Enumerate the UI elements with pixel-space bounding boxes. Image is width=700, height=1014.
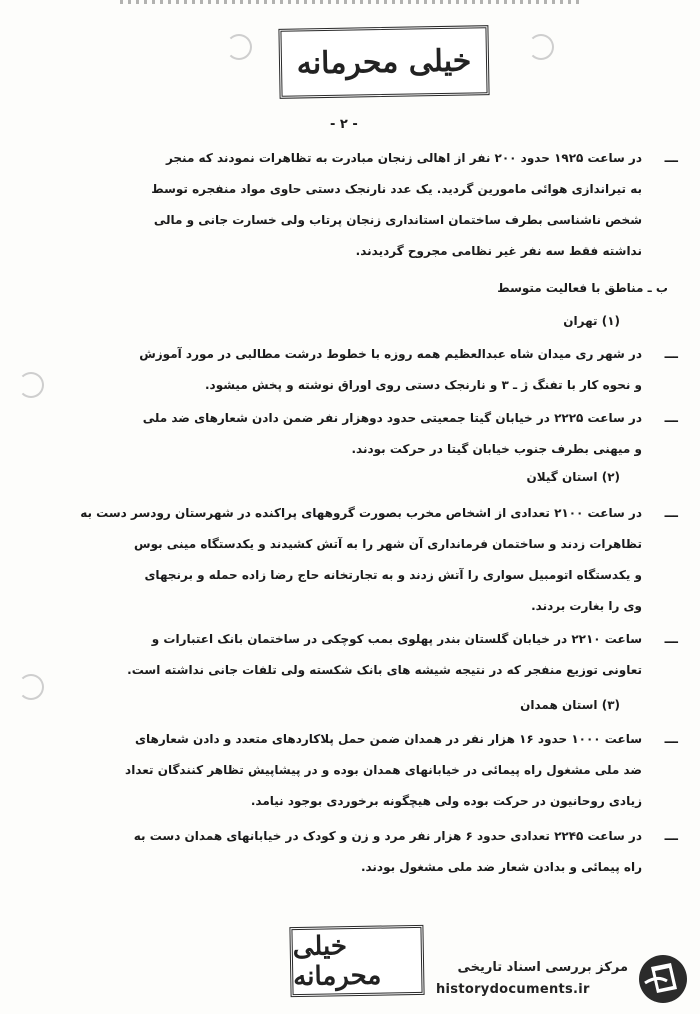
text-line: ساعت ۱۰۰۰ حدود ۱۶ هزار نفر در همدان ضمن حمل پلاکاردهای متعدد و دادن شعارهای [135, 732, 642, 746]
list-dash: ـــ [664, 411, 678, 426]
punch-hole-mark [18, 372, 44, 398]
list-dash: ـــ [664, 506, 678, 521]
paragraph-zanjan [67, 143, 678, 267]
paragraph-hamadan-2 [67, 821, 678, 883]
text-line: در شهر ری میدان شاه عبدالعظیم همه روزه با خطوط درشت مطالبی در مورد آموزش [139, 347, 642, 361]
text-line: و نحوه کار با تفنگ ژ ـ ۳ و نارنجک دستی روی اوراق نوشته و پخش میشود. [204, 378, 642, 392]
section-b-heading: ب ـ مناطق با فعالیت متوسط [497, 281, 668, 295]
text-line: ساعت ۲۲۱۰ در خیابان گلستان بندر پهلوی بمب کوچکی در ساختمان بانک اعتبارات و [151, 632, 642, 646]
subsection-gilan-heading: (۲) استان گیلان [526, 470, 620, 484]
text-line: در ساعت ۲۲۲۵ در خیابان گیتا جمعیتی حدود دوهزار نفر ضمن دادن شعارهای ضد ملی [142, 411, 642, 425]
text-line: راه پیمائی و بدادن شعار ضد ملی مشغول بودند. [360, 860, 642, 874]
list-dash: ـــ [664, 829, 678, 844]
text-line: شخص ناشناسی بطرف ساختمان استانداری زنجان پرتاب ولی خسارت جانی و مالی [153, 213, 642, 227]
paragraph-hamadan-1 [67, 724, 678, 817]
page-number: - ۲ - [330, 117, 358, 132]
text-line: به تیراندازی هوائی مامورین گردید. یک عدد نارنجک دستی حاوی مواد منفجره توسط [151, 182, 642, 196]
text-line: در ساعت ۲۲۴۵ تعدادی حدود ۶ هزار نفر مرد و زن و کودک در خیابانهای همدان دست به [133, 829, 642, 843]
text-line: وی را بغارت بردند. [531, 599, 642, 613]
watermark-url: historydocuments.ir [436, 982, 590, 997]
text-line: در ساعت ۲۱۰۰ تعدادی از اشخاص مخرب بصورت گروههای پراکنده در شهرستان رودسر دست به [80, 506, 642, 520]
text-line: ضد ملی مشغول راه پیمائی در خیابانهای همدان بوده و در پیشاپیش تظاهر کنندگان تعداد [125, 763, 642, 777]
paragraph-gilan-1 [67, 498, 678, 622]
paragraph-tehran-2 [67, 403, 678, 465]
watermark-org-name: مرکز بررسی اسناد تاریخی [457, 960, 628, 975]
archive-logo-icon [637, 953, 689, 1005]
list-dash: ـــ [664, 151, 678, 166]
punch-hole-mark [226, 34, 252, 60]
text-line: نداشته فقط سه نفر غیر نظامی مجروح گردیدند. [355, 244, 642, 258]
classification-stamp-bottom: خیلی محرمانه [289, 925, 424, 997]
list-dash: ـــ [664, 632, 678, 647]
text-line: زیادی روحانیون در حرکت بوده ولی هیچگونه برخوردی بوجود نیامد. [250, 794, 642, 808]
text-line: تعاونی توزیع منفجر که در نتیجه شیشه های بانک شکسته ولی تلفات جانی نداشته است. [127, 663, 642, 677]
top-edge-line [120, 0, 580, 4]
punch-hole-mark [18, 674, 44, 700]
text-line: تظاهرات زدند و ساختمان فرمانداری آن شهر را به آتش کشیدند و یکدستگاه مینی بوس [134, 537, 642, 551]
list-dash: ـــ [664, 347, 678, 362]
list-dash: ـــ [664, 732, 678, 747]
punch-hole-mark [528, 34, 554, 60]
text-line: در ساعت ۱۹۲۵ حدود ۲۰۰ نفر از اهالی زنجان مبادرت به تظاهرات نمودند که منجر [165, 151, 642, 165]
classification-stamp-top: خیلی محرمانه [278, 25, 489, 99]
subsection-hamadan-heading: (۳) استان همدان [520, 698, 620, 712]
text-line: و میهنی بطرف جنوب خیابان گیتا در حرکت بودند. [351, 442, 642, 456]
subsection-tehran-heading: (۱) تهران [563, 314, 620, 328]
paragraph-gilan-2 [67, 624, 678, 686]
paragraph-tehran-1 [67, 339, 678, 401]
text-line: و یکدستگاه اتومبیل سواری را آتش زدند و به تجارتخانه حاج رضا زاده حمله و برنجهای [144, 568, 642, 582]
